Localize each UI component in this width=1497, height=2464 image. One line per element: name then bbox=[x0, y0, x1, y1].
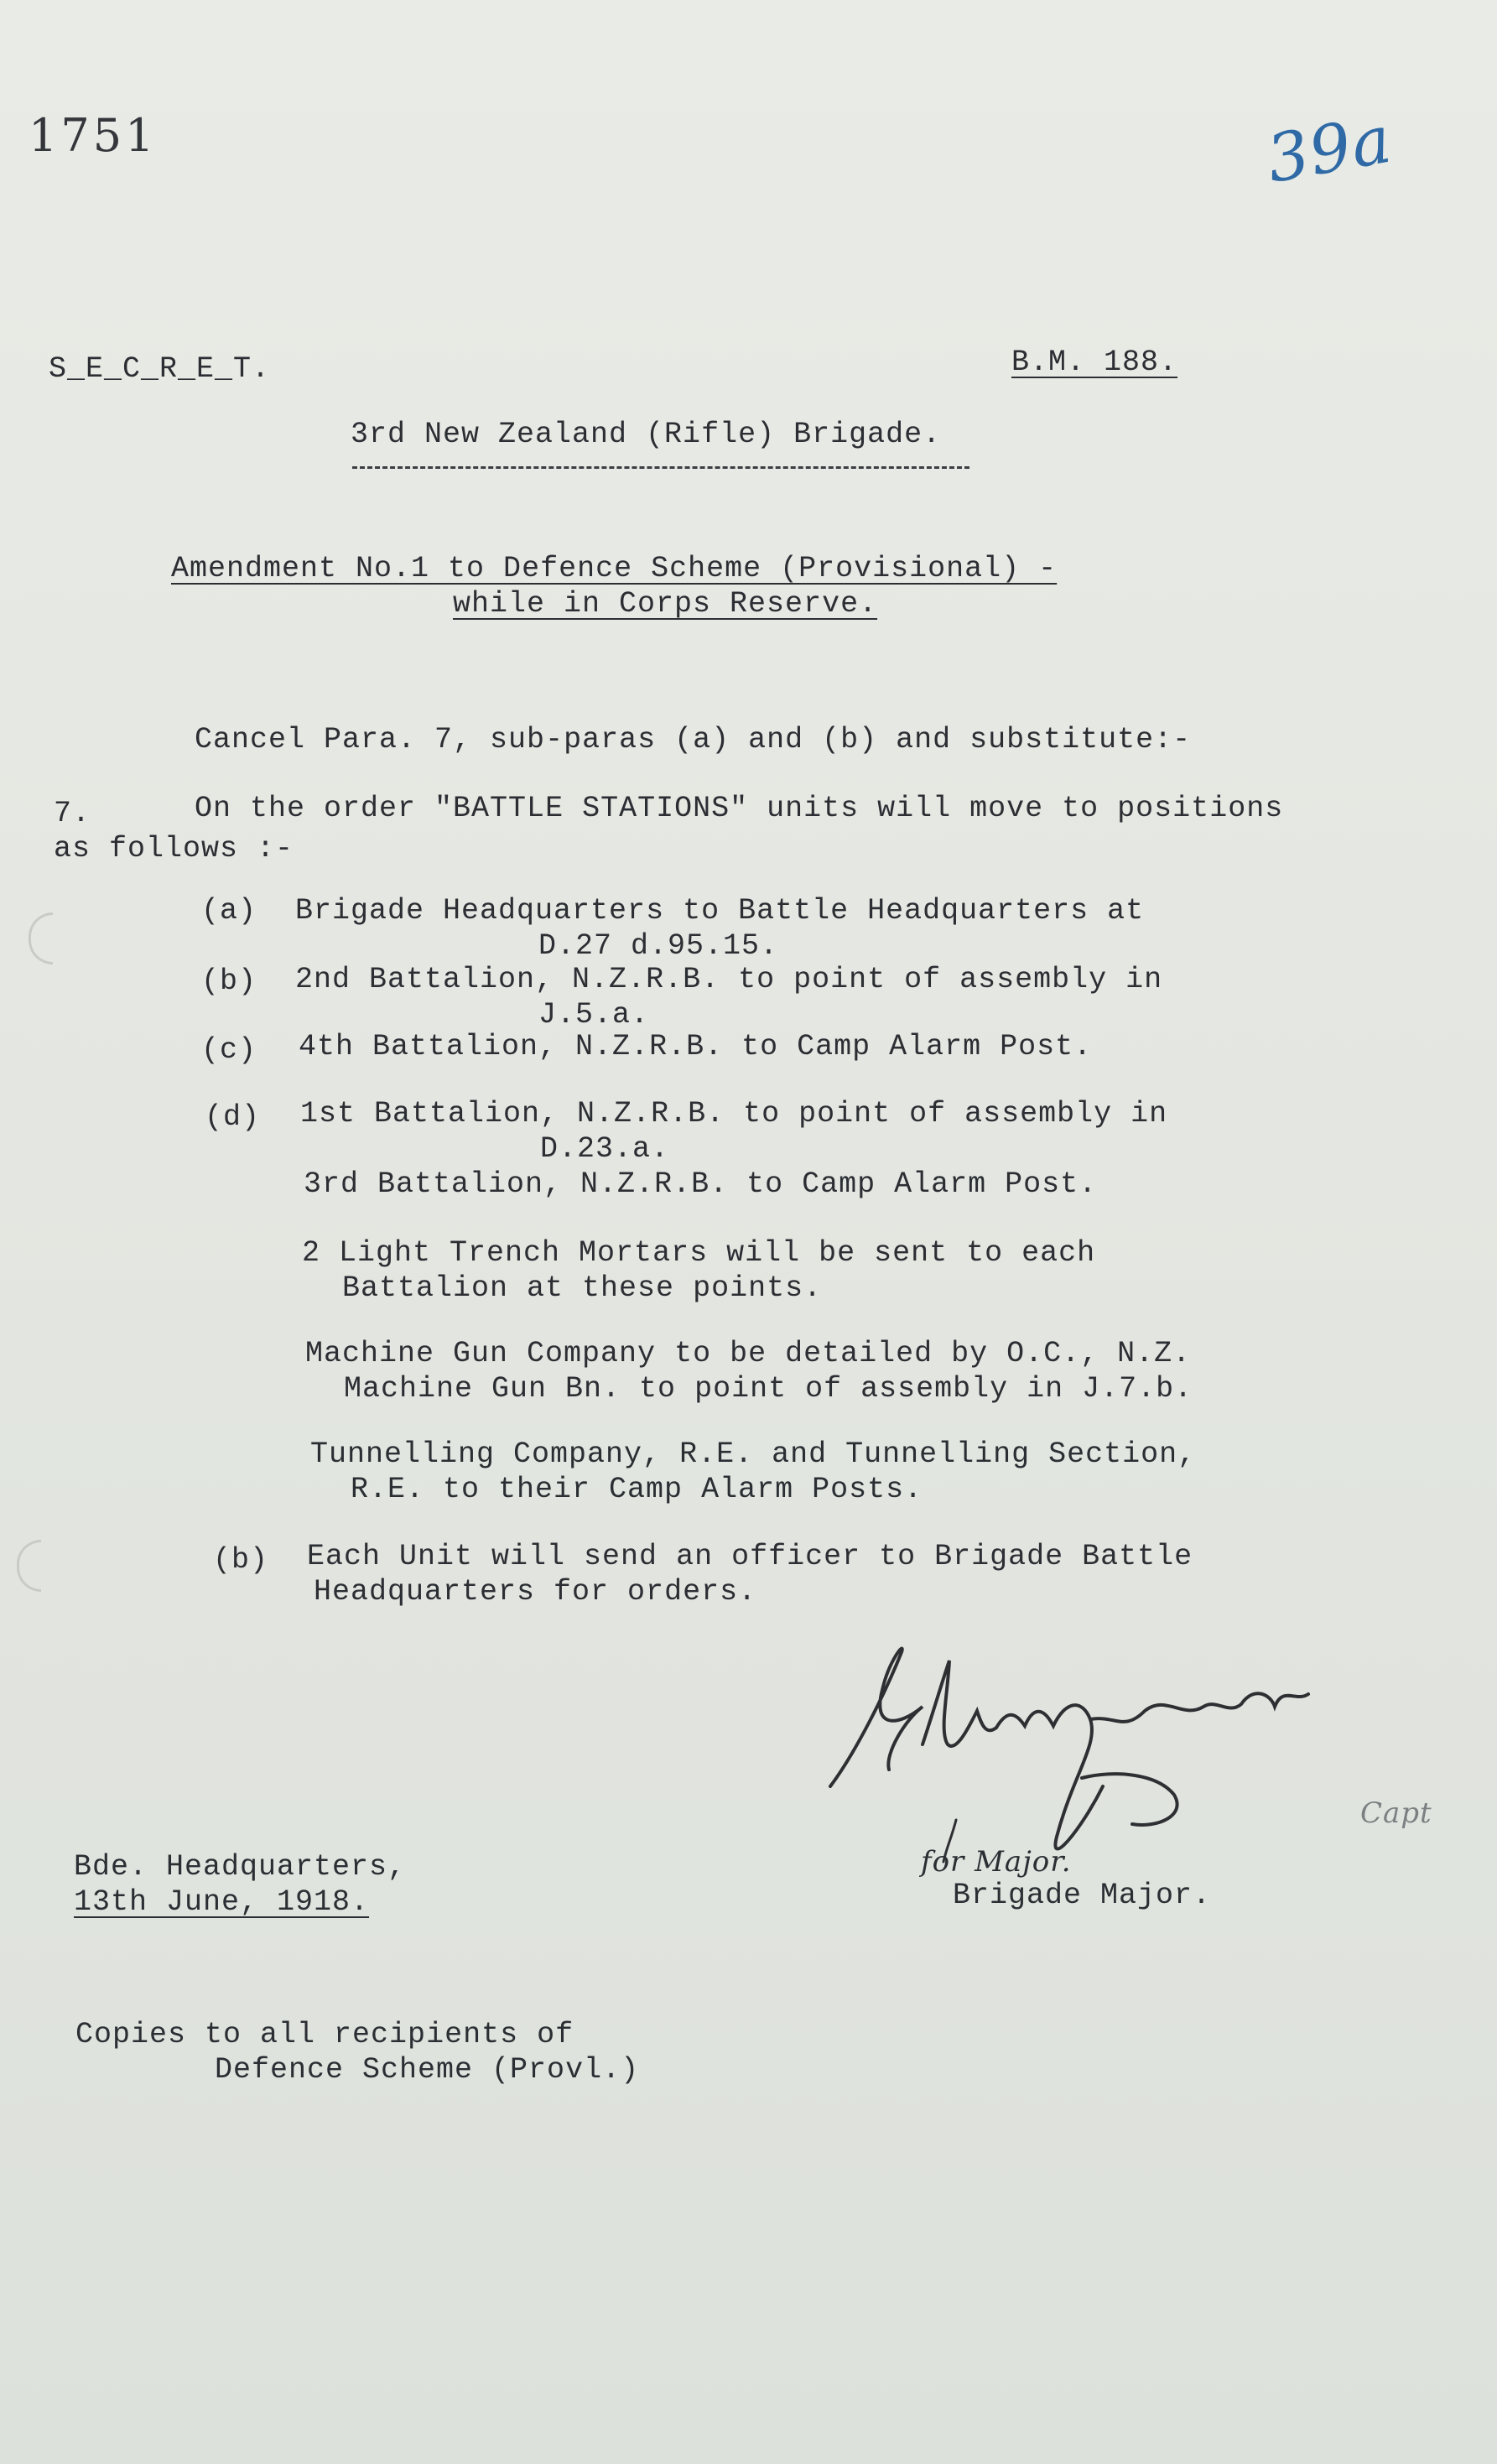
item-c-label: (c) bbox=[201, 1033, 257, 1067]
punch-hole-upper bbox=[29, 912, 53, 964]
origin-line-1: Bde. Headquarters, bbox=[74, 1850, 407, 1884]
signature-title: Brigade Major. bbox=[953, 1879, 1212, 1912]
tunnelling-line-1: Tunnelling Company, R.E. and Tunnelling Section, bbox=[310, 1437, 1197, 1471]
item-a-text: Brigade Headquarters to Battle Headquarters at bbox=[295, 894, 1145, 928]
item-b-continuation: J.5.a. bbox=[538, 998, 650, 1032]
signature-capt-note: Capt bbox=[1360, 1796, 1432, 1830]
item-d-text: 1st Battalion, N.Z.R.B. to point of assembly in bbox=[300, 1097, 1168, 1131]
handwritten-signature bbox=[805, 1627, 1459, 1895]
origin-date: 13th June, 1918. bbox=[74, 1885, 370, 1919]
item-c-text: 4th Battalion, N.Z.R.B. to Camp Alarm Post. bbox=[299, 1030, 1093, 1063]
intro-text: Cancel Para. 7, sub-paras (a) and (b) and substitute:- bbox=[195, 723, 1192, 756]
tunnelling-line-2: R.E. to their Camp Alarm Posts. bbox=[351, 1473, 923, 1506]
paragraph-number: 7. bbox=[54, 797, 91, 830]
subject-line-1: Amendment No.1 to Defence Scheme (Provisional) - bbox=[171, 552, 1058, 585]
subject-line-2: while in Corps Reserve. bbox=[453, 587, 878, 621]
trench-mortar-line-2: Battalion at these points. bbox=[342, 1271, 823, 1305]
item-d-continuation: D.23.a. bbox=[540, 1132, 670, 1166]
folio-number-handwritten: 39a bbox=[1261, 101, 1398, 198]
item-e-line-1: Each Unit will send an officer to Brigade Battle bbox=[307, 1540, 1193, 1573]
item-b-label: (b) bbox=[201, 964, 257, 998]
paragraph-line-2: as follows :- bbox=[54, 832, 294, 866]
trench-mortar-line-1: 2 Light Trench Mortars will be sent to each bbox=[302, 1236, 1096, 1270]
paragraph-line-1: On the order "BATTLE STATIONS" units will move to positions bbox=[195, 792, 1284, 825]
item-a-label: (a) bbox=[201, 894, 257, 928]
signature-for-major: for Major. bbox=[921, 1845, 1072, 1879]
punch-hole-lower bbox=[17, 1540, 41, 1592]
item-d-third-battalion: 3rd Battalion, N.Z.R.B. to Camp Alarm Post. bbox=[304, 1167, 1098, 1201]
item-a-continuation: D.27 d.95.15. bbox=[538, 929, 779, 963]
file-number: 1751 bbox=[29, 109, 158, 162]
unit-title: 3rd New Zealand (Rifle) Brigade. bbox=[351, 418, 942, 451]
item-b-text: 2nd Battalion, N.Z.R.B. to point of assembly in bbox=[295, 963, 1163, 996]
machine-gun-line-2: Machine Gun Bn. to point of assembly in J.7.b. bbox=[344, 1372, 1193, 1406]
machine-gun-line-1: Machine Gun Company to be detailed by O.C., N.Z. bbox=[305, 1337, 1192, 1370]
item-e-line-2: Headquarters for orders. bbox=[314, 1575, 757, 1609]
item-e-label: (b) bbox=[213, 1543, 269, 1577]
classification-mark: S_E_C_R_E_T. bbox=[49, 352, 271, 386]
copies-line-1: Copies to all recipients of bbox=[75, 2018, 574, 2051]
document-reference: B.M. 188. bbox=[1011, 346, 1178, 379]
copies-line-2: Defence Scheme (Provl.) bbox=[215, 2053, 640, 2087]
title-rule bbox=[352, 466, 969, 469]
item-d-label: (d) bbox=[205, 1100, 261, 1134]
